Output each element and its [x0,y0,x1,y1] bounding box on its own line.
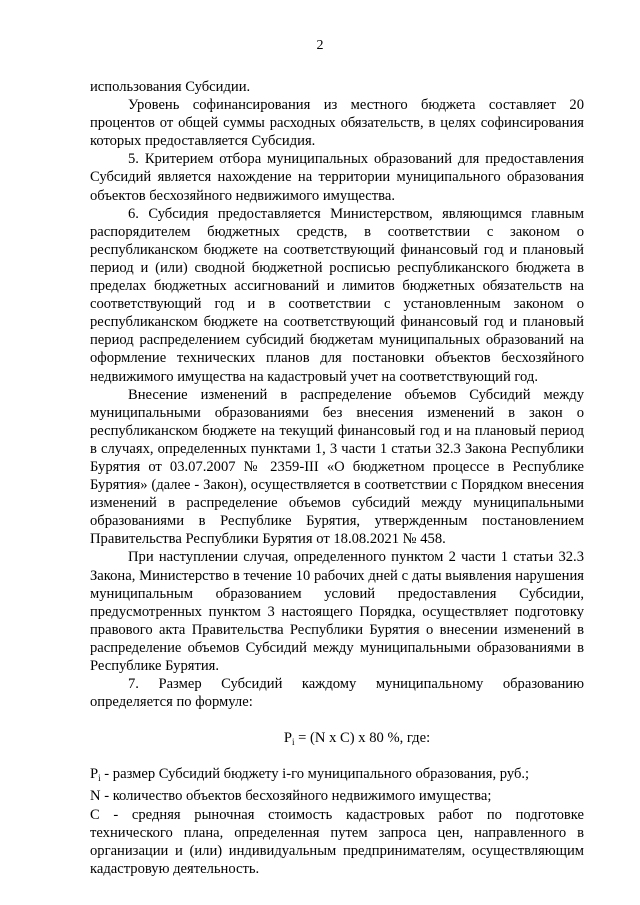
paragraph-continuation: использования Субсидии. [90,79,251,95]
page-number: 2 [316,38,324,53]
subsidy-formula [90,729,584,751]
paragraph-item-6: 6. Субсидия предоставляется Министерством, являющимся главным распорядителем бюджетных средств, в соответствии с законом о республиканском бюджете на соответствующий финансовый год и плановый период и (или) сводной бюджетной росписью республиканского бюджета в пределах бюджетных ассигнований и лимитов бюджетных обязательств на соответствующий год и в соответствии с установленным законом о республиканском бюджете на соответствующий финансовый год и плановый период распределением субсидий бюджетам муниципальных образований на оформление технических планов для постановки объектов бесхозяйного недвижимого имущества на кадастровый учет на соответствующий год. [90,205,584,385]
paragraph-amendments: Внесение изменений в распределение объемов Субсидий между муниципальными образованиями без внесения изменений в закон о республиканском бюджете на текущий финансовый год и на плановый период в случаях, определенных пунктами 1, 3 части 1 статьи 32.3 Закона Республики Бурятия от 03.07.2007 № 2359-III «О бюджетном процессе в Республике Бурятия» (далее - Закон), осуществляется в соответствии с Порядком внесения изменений в распределение объемов субсидий между муниципальными образованиями в Республике Бурятия, утвержденным постановлением Правительства Республики Бурятия от 18.08.2021 № 458. [90,386,584,548]
definition-n: N - количество объектов бесхозяйного недвижимого имущества; [90,788,492,805]
formula-lhs: P [283,730,292,747]
definition-pi-subscript: i [98,773,101,784]
document-body [90,78,584,878]
formula-lhs-subscript: i [291,737,295,748]
paragraph-case-2: При наступлении случая, определенного пунктом 2 части 1 статьи 32.3 Закона, Министерство в течение 10 рабочих дней с даты выявления нарушения муниципальным образованием условий предоставления Субсидии, предусмотренных пунктом 3 настоящего Порядка, осуществляет подготовку правового акта Правительства Республики Бурятия о внесении изменений в распределение объемов Субсидий между муниципальными образованиями в Республике Бурятия. [90,549,584,674]
definition-pi [90,765,584,787]
definition-pi-text: - размер Субсидий бюджету i-го муниципального образования, руб.; [100,766,530,783]
paragraph-item-7: 7. Размер Субсидий каждому муниципальному образованию определяется по формуле: [90,676,584,711]
paragraph-cofinancing: Уровень софинансирования из местного бюджета составляет 20 процентов от общей суммы расходных обязательств, в целях софинсирования которых предоставляется Субсидия. [90,97,584,150]
definition-pi-symbol: P [90,766,99,783]
paragraph-item-5: 5. Критерием отбора муниципальных образований для предоставления Субсидий является нахождение на территории муниципального образования объектов бесхозяйного недвижимого имущества. [90,151,584,204]
formula-rhs: = (N x C) x 80 %, где: [294,730,431,747]
definition-c: С - средняя рыночная стоимость кадастровых работ по подготовке технического плана, определенная путем запроса цен, направленного в организации и (или) индивидуальным предпринимателям, осуществляющим кадастровую деятельность. [90,806,584,877]
